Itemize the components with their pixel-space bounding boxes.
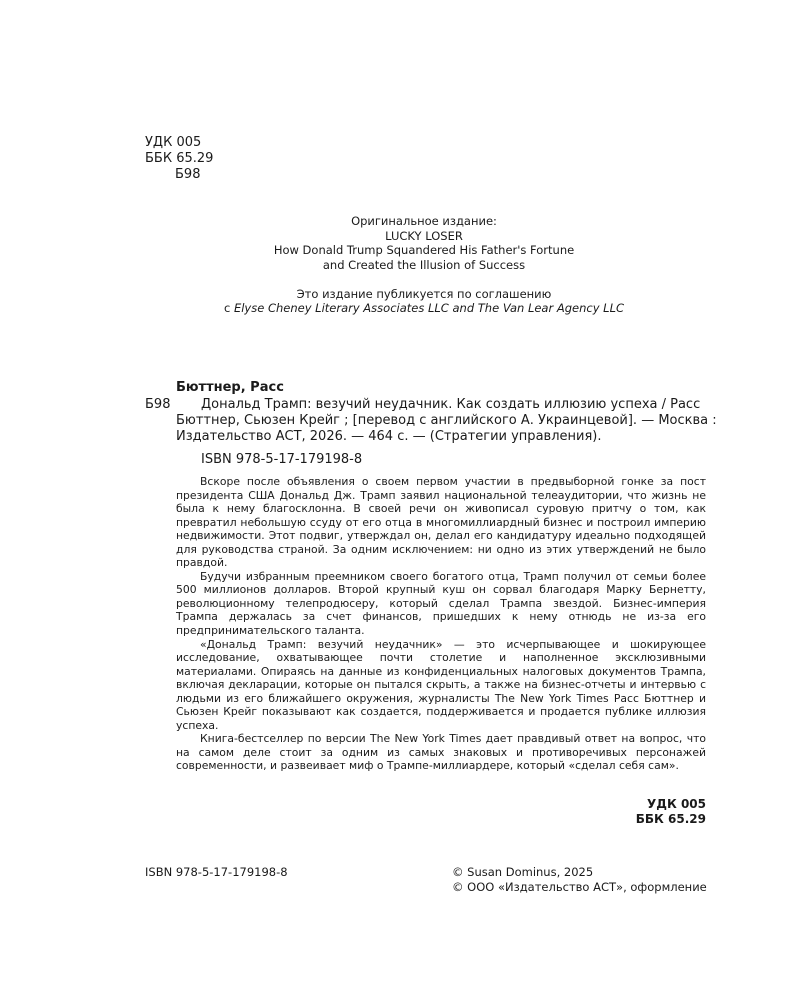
catalog-author-heading: Бюттнер, Расс	[176, 380, 284, 395]
author-mark: Б98	[175, 167, 201, 182]
abstract-udk: УДК 005	[647, 797, 706, 811]
catalog-isbn: ISBN 978-5-17-179198-8	[201, 452, 363, 467]
catalog-description-line-1: Дональд Трамп: везучий неудачник. Как создать иллюзию успеха / Расс	[201, 397, 701, 412]
annotation-paragraph: Вскоре после объявления о своем первом участии в предвыборной гонке за пост президента США Дональд Дж. Трамп заявил национальной телеаудитории, что жизнь не была к нему благосклонна. В своей речи он живописал суровую притчу о том, как превратил небольшую ссуду от его отца в многомиллиардный бизнес и построил империю недвижимости. Этот подвиг, утверждал он, делал его кандидатуру идеально подходящей для руководства страной. За одним исключением: ни одно из этих утверждений не было правдой.	[176, 475, 706, 570]
annotation-paragraph: Будучи избранным преемником своего богатого отца, Трамп получил от семьи более 500 миллионов долларов. Второй крупный куш он сорвал благодаря Марку Бернетту, революционному телепродюсеру, который сделал Трампа звездой. Бизнес-империя Трампа держалась за счет финансов, пришедших к нему отнюдь не из-за его предпринимательского таланта.	[176, 569, 706, 638]
agreement-prefix: с	[223, 301, 234, 315]
abstract-bbk: ББК 65.29	[635, 812, 706, 826]
original-subtitle-line-1: How Donald Trump Squandered His Father's Fortune	[273, 243, 575, 257]
catalog-description-line-3: Издательство АСТ, 2026. — 464 с. — (Стратегии управления).	[176, 429, 602, 444]
agreement-agencies: Elyse Cheney Literary Associates LLC and The Van Lear Agency LLC	[233, 301, 625, 315]
annotation-paragraph: «Дональд Трамп: везучий неудачник» — это исчерпывающее и шокирующее исследование, охватывающее почти столетие и наполненное эксклюзивными материалами. Опираясь на данные из конфиденциальных налоговых документов Трампа, включая декларации, которые он пытался скрыть, а также на бизнес-отчеты и интервью с людьми из его ближайшего окружения, журналисты The New York Times Расс Бюттнер и Сьюзен Крейг показывают как создается, поддерживается и продается публике иллюзия успеха.	[176, 637, 706, 732]
original-edition-label: Оригинальное издание:	[351, 214, 497, 228]
agreement-line-2	[140, 301, 708, 316]
original-subtitle-line-2: and Created the Illusion of Success	[322, 257, 526, 272]
annotation	[176, 475, 706, 773]
catalog-description-line-2: Бюттнер, Сьюзен Крейг ; [перевод с английского А. Украинцевой]. — Москва :	[176, 413, 717, 428]
original-edition-block	[140, 214, 708, 316]
agreement-line-1: Это издание публикуется по соглашению	[296, 286, 552, 301]
footer-isbn: ISBN 978-5-17-179198-8	[145, 865, 288, 879]
catalog-mark: Б98	[145, 397, 171, 412]
original-title: LUCKY LOSER	[385, 228, 463, 243]
copyright-publisher: © ООО «Издательство АСТ», оформление	[452, 880, 707, 894]
annotation-paragraph: Книга-бестселлер по версии The New York Times дает правдивый ответ на вопрос, что на самом деле стоит за одним из самых знаковых и противоречивых персонажей современности, и развеивает миф о Трампе-миллиардере, который «сделал себя сам».	[176, 732, 706, 773]
copyright-author: © Susan Dominus, 2025	[452, 865, 594, 879]
udk-code: УДК 005	[145, 135, 202, 150]
bbk-code: ББК 65.29	[145, 151, 214, 166]
